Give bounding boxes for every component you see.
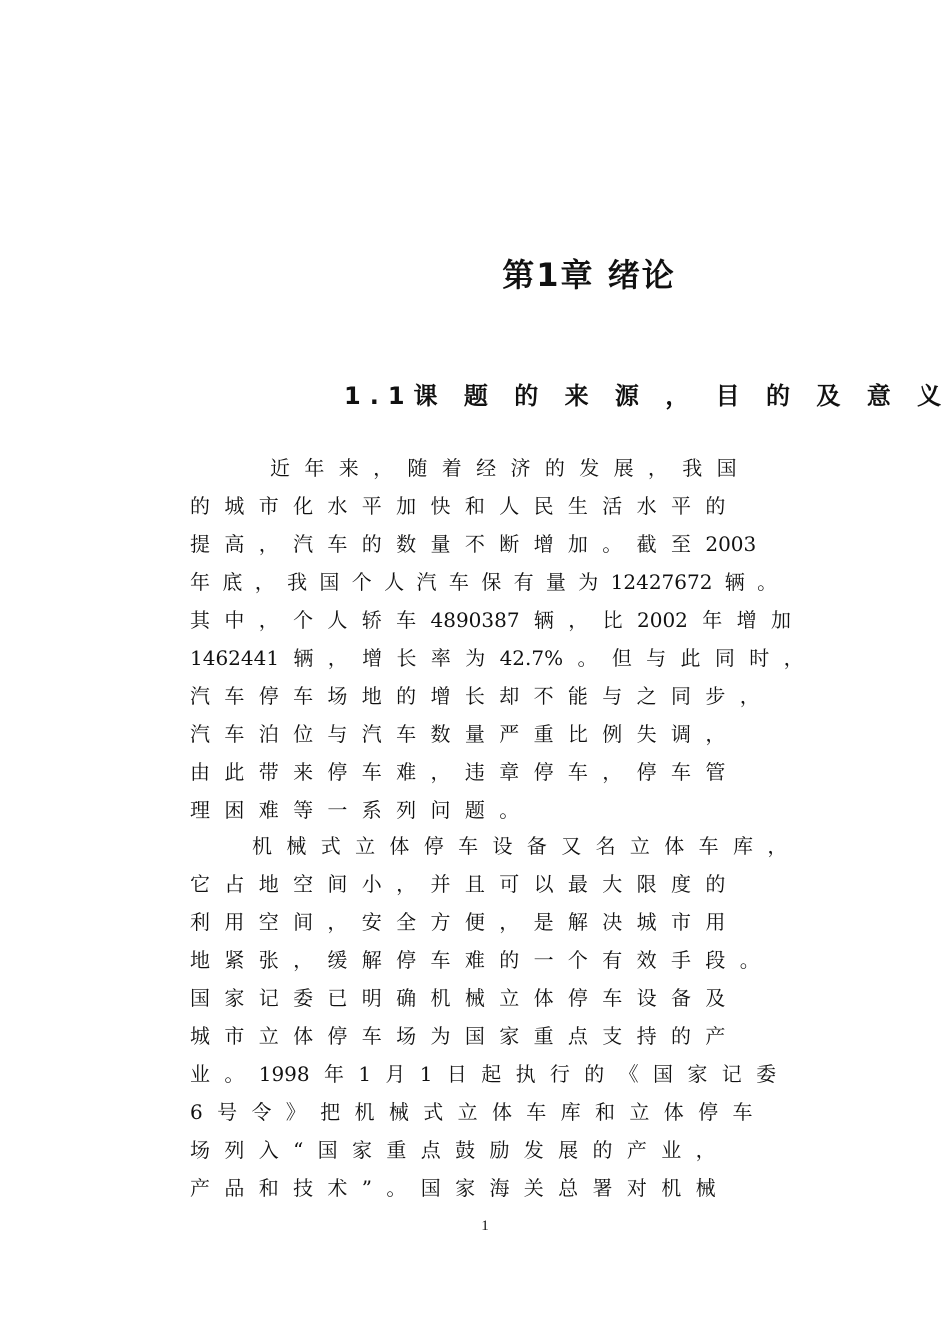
section-title: 1.1课 题 的 来 源 ， 目 的 及 意 义 <box>344 382 950 410</box>
body-line: 业 。 1998 年 1 月 1 日 起 执 行 的 《 国 家 记 委 <box>190 1062 777 1086</box>
page-number: 1 <box>481 1218 489 1234</box>
body-line: 利 用 空 间 ， 安 全 方 便 ， 是 解 决 城 市 用 <box>190 910 726 934</box>
body-line: 6 号 令 》 把 机 械 式 立 体 车 库 和 立 体 停 车 <box>190 1100 753 1124</box>
body-line: 城 市 立 体 停 车 场 为 国 家 重 点 支 持 的 产 <box>190 1024 726 1048</box>
body-line: 近 年 来 ， 随 着 经 济 的 发 展 ， 我 国 <box>270 456 737 480</box>
body-line: 汽 车 泊 位 与 汽 车 数 量 严 重 比 例 失 调 ， <box>190 722 726 746</box>
body-line: 地 紧 张 ， 缓 解 停 车 难 的 一 个 有 效 手 段 。 <box>190 948 760 972</box>
body-line: 1462441 辆 ， 增 长 率 为 42.7% 。 但 与 此 同 时 ， <box>190 646 804 670</box>
body-line: 机 械 式 立 体 停 车 设 备 又 名 立 体 车 库 ， <box>252 834 788 858</box>
body-line: 提 高 ， 汽 车 的 数 量 不 断 增 加 。 截 至 2003 <box>190 532 757 556</box>
body-line: 由 此 带 来 停 车 难 ， 违 章 停 车 ， 停 车 管 <box>190 760 726 784</box>
body-line: 年 底 ， 我 国 个 人 汽 车 保 有 量 为 12427672 辆 。 <box>190 570 778 594</box>
body-line: 它 占 地 空 间 小 ， 并 且 可 以 最 大 限 度 的 <box>190 872 726 896</box>
body-line: 的 城 市 化 水 平 加 快 和 人 民 生 活 水 平 的 <box>190 494 726 518</box>
body-line: 汽 车 停 车 场 地 的 增 长 却 不 能 与 之 同 步 ， <box>190 684 760 708</box>
body-line: 理 困 难 等 一 系 列 问 题 。 <box>190 798 520 822</box>
body-line: 国 家 记 委 已 明 确 机 械 立 体 停 车 设 备 及 <box>190 986 726 1010</box>
chapter-title: 第1章 绪论 <box>502 256 676 294</box>
body-line: 产 品 和 技 术 ” 。 国 家 海 关 总 署 对 机 械 <box>190 1176 716 1200</box>
body-line: 其 中 ， 个 人 轿 车 4890387 辆 ， 比 2002 年 增 加 <box>190 608 791 632</box>
body-line: 场 列 入 “ 国 家 重 点 鼓 励 发 展 的 产 业 ， <box>190 1138 716 1162</box>
